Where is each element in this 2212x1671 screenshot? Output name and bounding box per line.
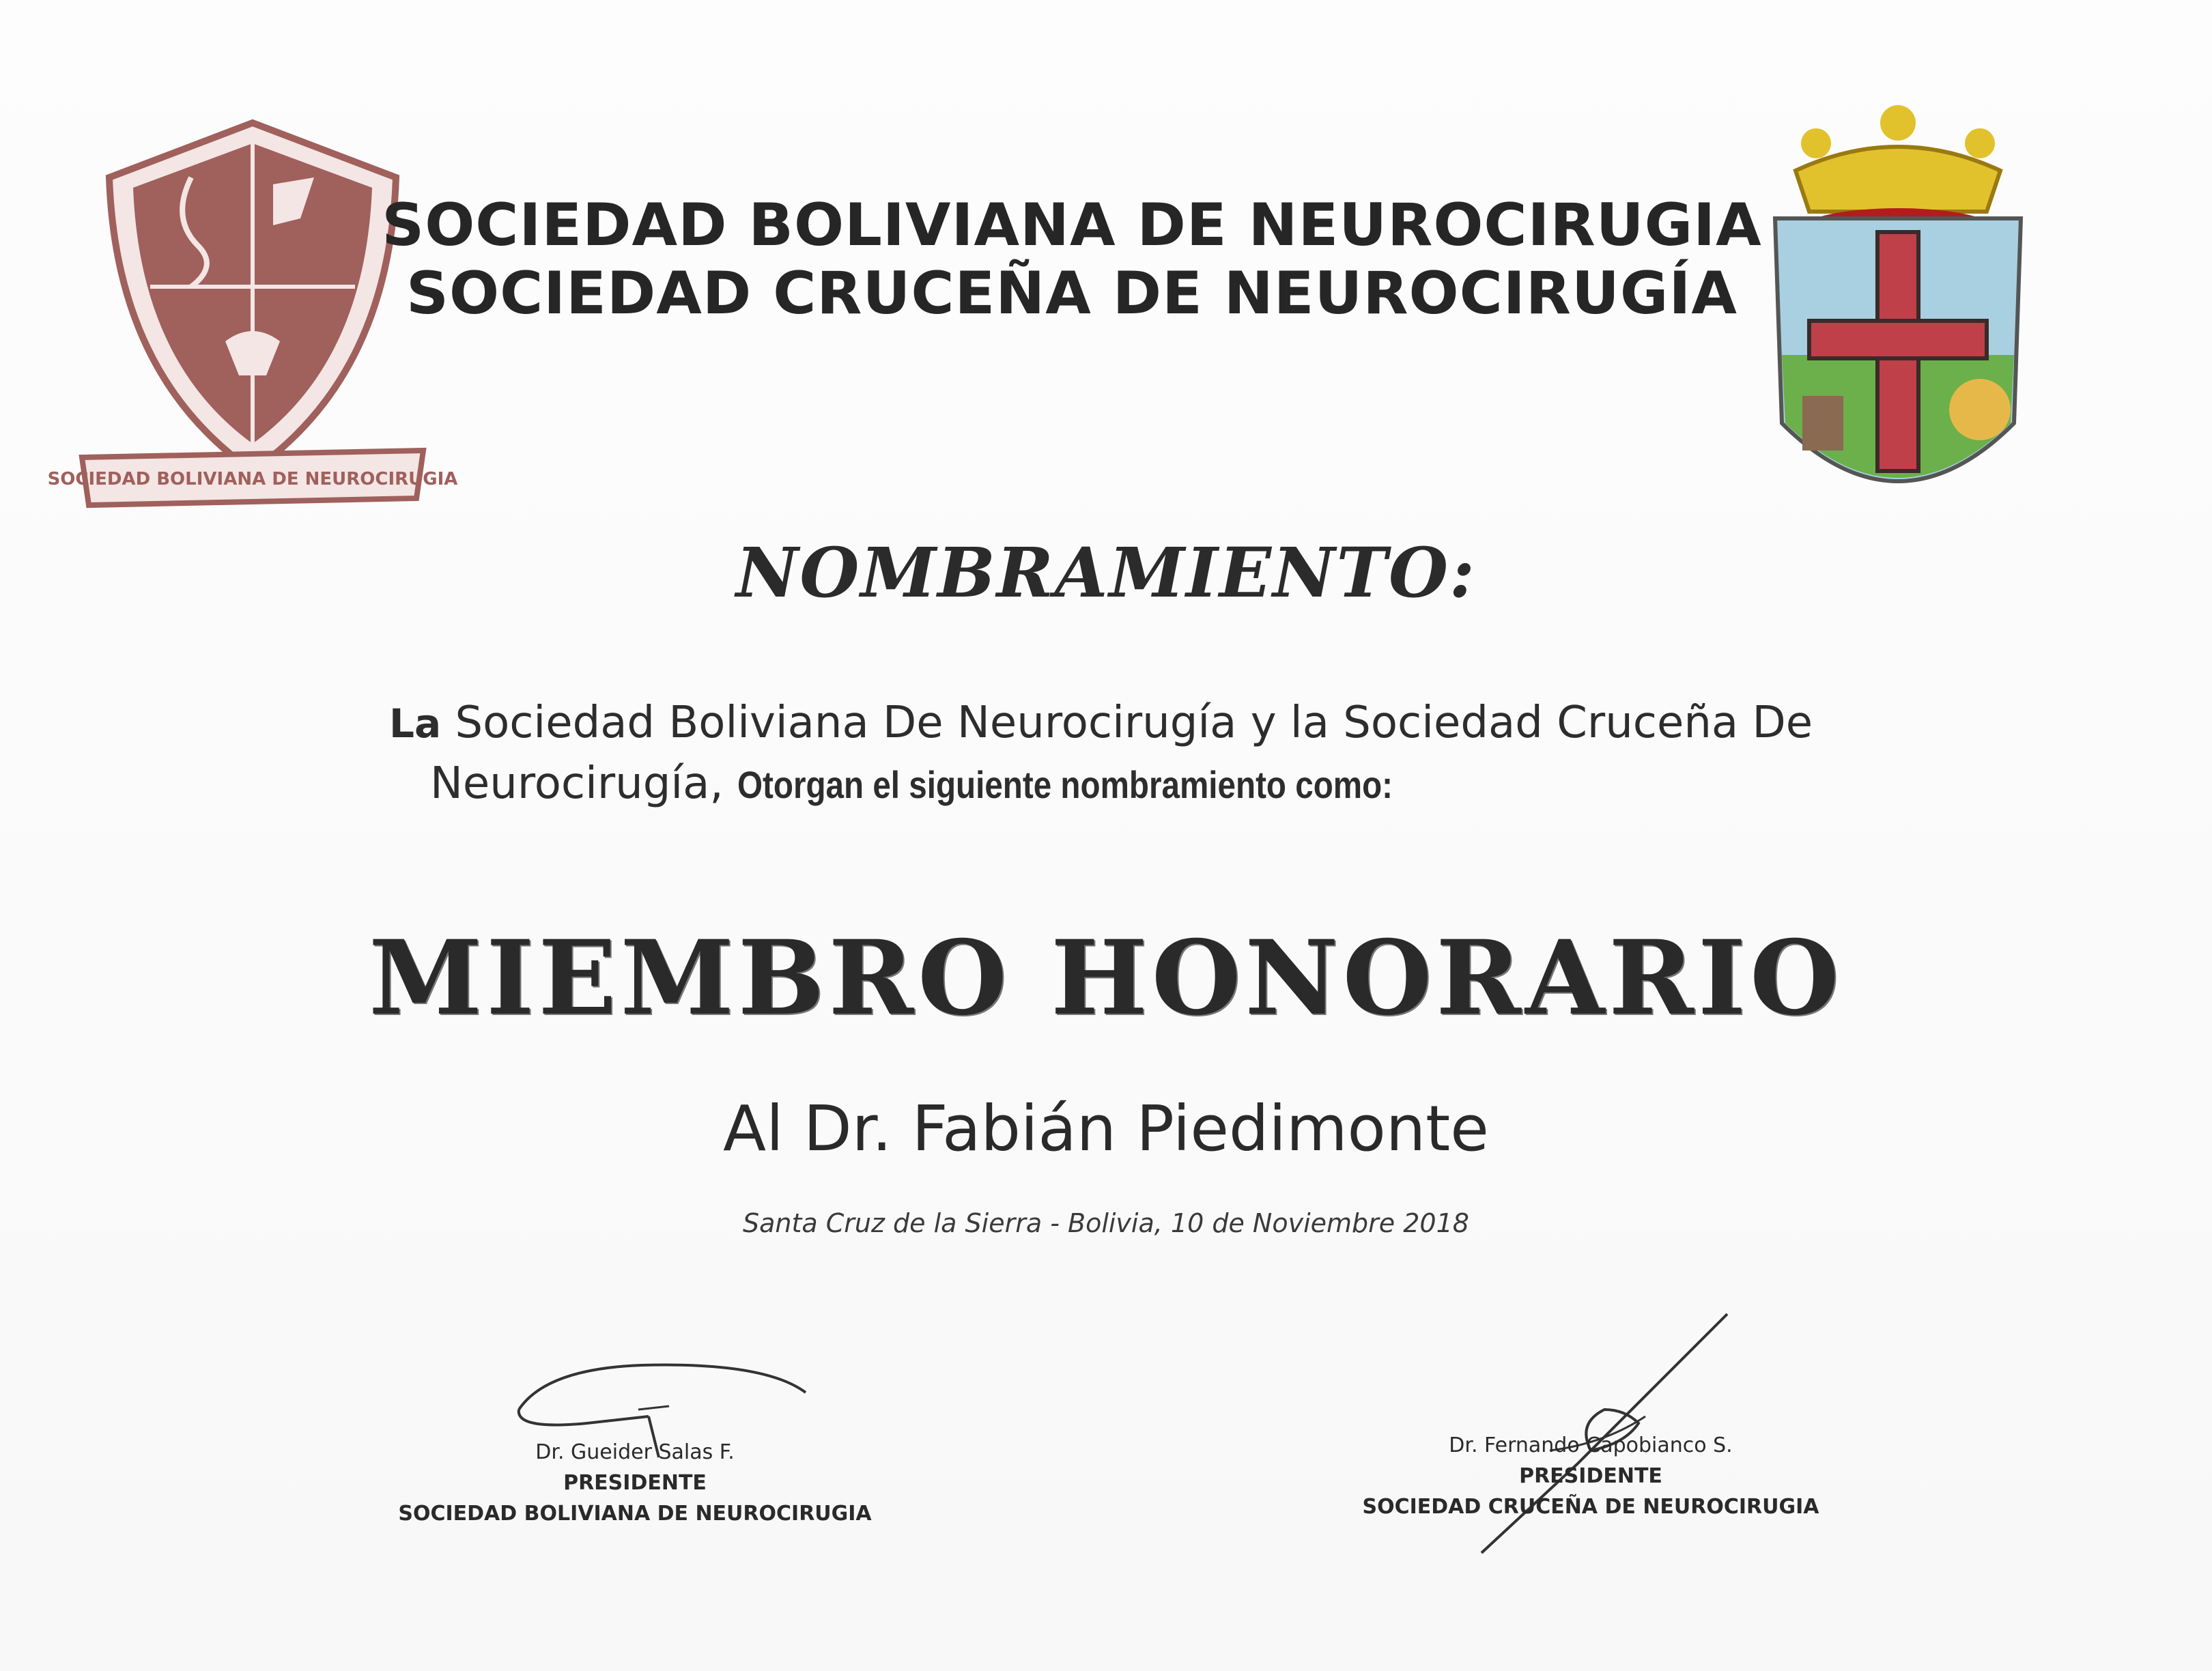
body-line1-prefix: La: [389, 700, 442, 747]
honor-title: MIEMBRO HONORARIO: [369, 918, 1843, 1038]
body-line1-text: Sociedad Boliviana De Neurocirugía y la Sociedad Cruceña De: [441, 698, 1813, 748]
body-text: [389, 693, 1891, 815]
place-date: Santa Cruz de la Sierra - Bolivia, 10 de Noviembre 2018: [743, 1208, 1469, 1238]
svg-text:SOCIEDAD BOLIVIANA DE NEUROCIR: SOCIEDAD BOLIVIANA DE NEUROCIRUGIA: [47, 469, 458, 489]
recipient-name: Al Dr. Fabián Piedimonte: [723, 1092, 1489, 1165]
body-line2-grant: Otorgan el siguiente nombramiento como:: [737, 763, 1393, 806]
signer-name: Dr. Fernando Capobianco S.: [1449, 1433, 1733, 1457]
header-title: [369, 191, 1775, 328]
body-line2-text: Neurocirugía,: [430, 758, 738, 809]
coat-of-arms-icon: [1761, 96, 2034, 532]
signer-org: SOCIEDAD BOLIVIANA DE NEUROCIRUGIA: [398, 1502, 872, 1526]
document-title: NOMBRAMIENTO:: [736, 532, 1476, 613]
signer-org: SOCIEDAD CRUCEÑA DE NEUROCIRUGIA: [1362, 1495, 1819, 1519]
signature-block-right: [1311, 1433, 1871, 1519]
signer-name: Dr. Gueider Salas F.: [535, 1440, 735, 1464]
header-line-2: SOCIEDAD CRUCEÑA DE NEUROCIRUGÍA: [406, 259, 1738, 328]
header-line-1: SOCIEDAD BOLIVIANA DE NEUROCIRUGIA: [382, 191, 1762, 259]
signature-block-left: [369, 1440, 901, 1526]
signer-role: PRESIDENTE: [1519, 1464, 1662, 1488]
signer-role: PRESIDENTE: [563, 1471, 707, 1495]
